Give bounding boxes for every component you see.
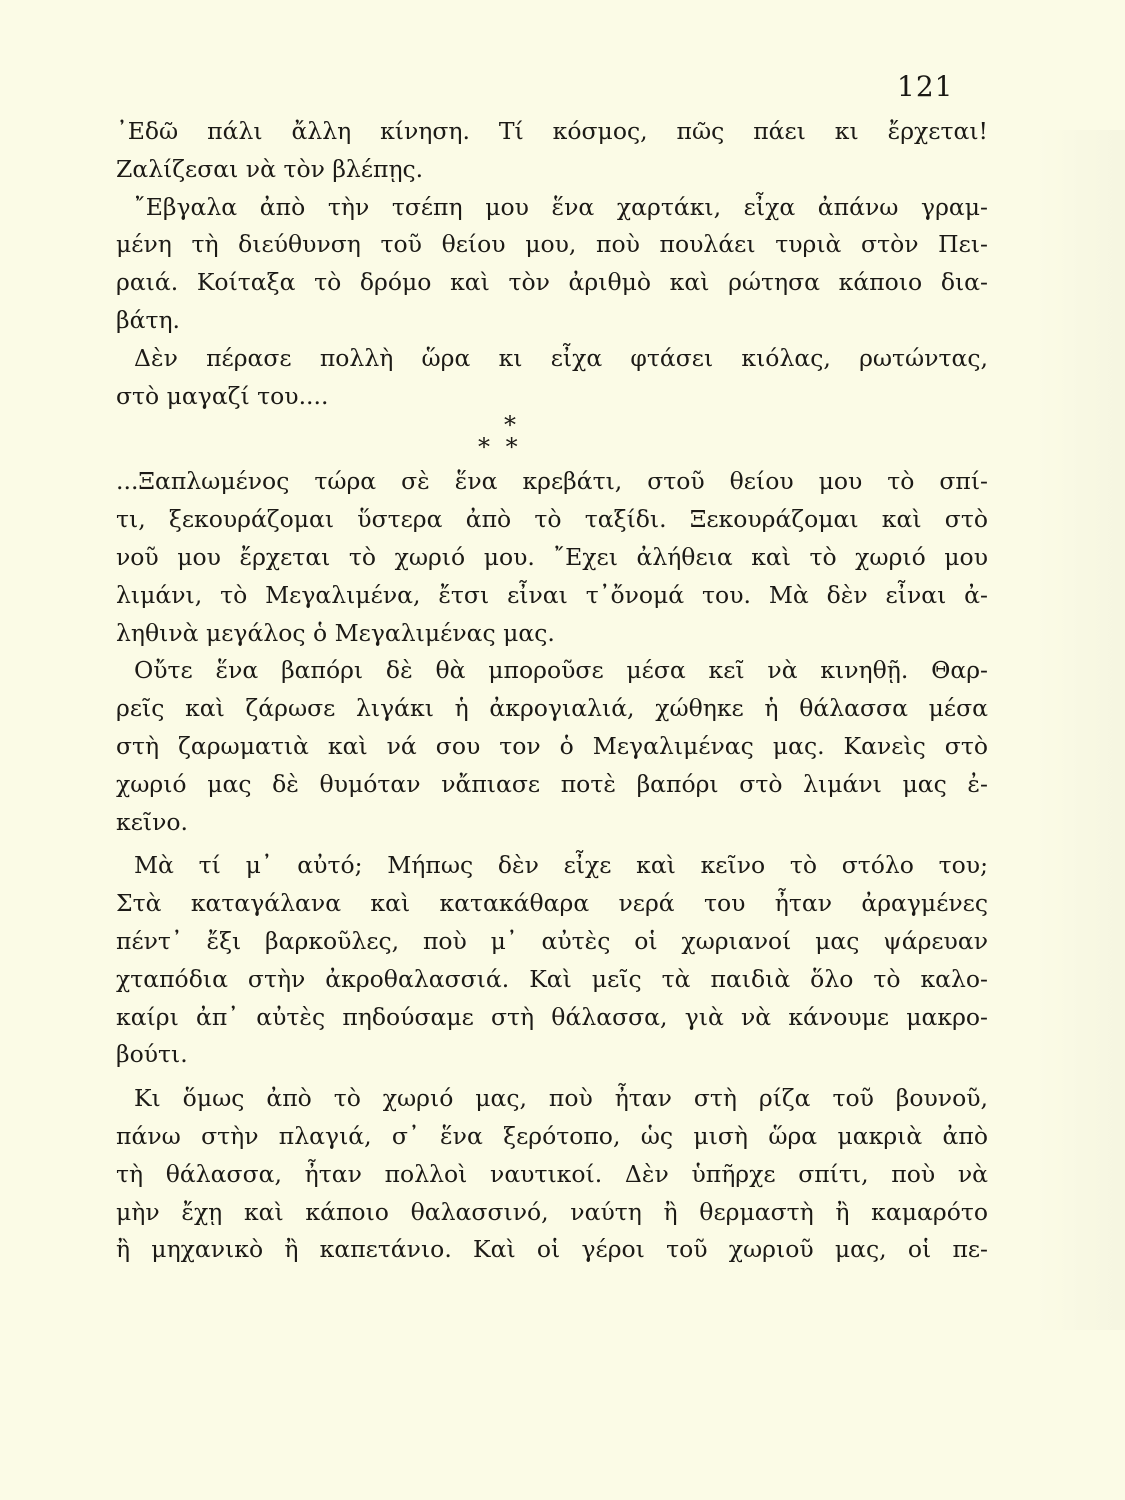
text-line: στὸ μαγαζί του.... [116,381,329,410]
text-line: ραιά. Κοίταξα τὸ δρόμο καὶ τὸν ἀριθμὸ καὶ ρώτησα κάποιο δια- [116,268,988,297]
asterism-bottom: * * [478,433,522,462]
asterism-top: * [504,411,516,440]
text-line: ...Ξαπλωμένος τώρα σὲ ἕνα κρεβάτι, στοῦ θείου μου τὸ σπί- [116,467,988,496]
text-line: κεῖνο. [116,807,188,836]
text-line: ᾿Εδῶ πάλι ἄλλη κίνηση. Τί κόσμος, πῶς πάει κι ἔρχεται! [116,117,988,145]
text-line: μένη τὴ διεύθυνση τοῦ θείου μου, ποὺ πουλάει τυριὰ στὸν Πει- [116,230,988,259]
text-line: Μὰ τί μ᾿ αὐτό; Μήπως δὲν εἶχε καὶ κεῖνο τὸ στόλο του; [134,851,988,880]
text-line: νοῦ μου ἔρχεται τὸ χωριό μου. ῎Εχει ἀλήθεια καὶ τὸ χωριό μου [116,542,988,571]
text-line: Δὲν πέρασε πολλὴ ὥρα κι εἶχα φτάσει κιόλας, ρωτώντας, [134,343,988,372]
text-line: στὴ ζαρωματιὰ καὶ νά σου τον ὁ Μεγαλιμένας μας. Κανεὶς στὸ [116,731,988,760]
text-line: Οὔτε ἕνα βαπόρι δὲ θὰ μποροῦσε μέσα κεῖ νὰ κινηθῇ. Θαρ- [134,656,988,685]
text-line: Κι ὅμως ἀπὸ τὸ χωριό μας, ποὺ ἦταν στὴ ρίζα τοῦ βουνοῦ, [134,1084,988,1113]
text-line: τι, ξεκουράζομαι ὕστερα ἀπὸ τὸ ταξίδι. Ξεκουράζομαι καὶ στὸ [116,505,988,534]
text-line: Ζαλίζεσαι νὰ τὸν βλέπῃς. [116,154,424,183]
text-line: ῎Εβγαλα ἀπὸ τὴν τσέπη μου ἕνα χαρτάκι, εἶχα ἀπάνω γραμ- [134,192,988,221]
text-line: πέντ᾿ ἔξι βαρκοῦλες, ποὺ μ᾿ αὐτὲς οἱ χωριανοί μας ψάρευαν [116,926,988,955]
text-line: πάνω στὴν πλαγιά, σ᾿ ἕνα ξερότοπο, ὡς μισὴ ὥρα μακριὰ ἀπὸ [116,1121,988,1150]
text-line: Στὰ καταγάλανα καὶ κατακάθαρα νερά του ἦταν ἀραγμένες [116,889,988,918]
text-line: λιμάνι, τὸ Μεγαλιμένα, ἔτσι εἶναι τ᾿ὄνομά του. Μὰ δὲν εἶναι ἀ- [116,580,988,609]
text-line: ρεῖς καὶ ζάρωσε λιγάκι ἡ ἀκρογιαλιά, χώθηκε ἡ θάλασσα μέσα [116,694,988,723]
text-line: βάτη. [116,305,181,334]
page-edge-shading [1035,130,1125,1330]
text-line: χταπόδια στὴν ἀκροθαλασσιά. Καὶ μεῖς τὰ παιδιὰ ὅλο τὸ καλο- [116,964,988,993]
page-number: 121 [897,70,954,103]
body-text [116,113,988,1269]
text-line: βούτι. [116,1040,188,1069]
text-line: ἢ μηχανικὸ ἢ καπετάνιο. Καὶ οἱ γέροι τοῦ χωριοῦ μας, οἱ πε- [116,1235,988,1264]
text-line: μὴν ἔχῃ καὶ κάποιο θαλασσινό, ναύτη ἢ θερμαστὴ ἢ καμαρότο [116,1197,988,1226]
text-line: χωριό μας δὲ θυμόταν νἄπιασε ποτὲ βαπόρι στὸ λιμάνι μας ἐ- [116,769,988,798]
section-break-asterism [116,411,988,463]
text-line: καίρι ἀπ᾿ αὐτὲς πηδούσαμε στὴ θάλασσα, γιὰ νὰ κάνουμε μακρο- [116,1002,988,1031]
text-line: ληθινὰ μεγάλος ὁ Μεγαλιμένας μας. [116,618,555,647]
text-line: τὴ θάλασσα, ἦταν πολλοὶ ναυτικοί. Δὲν ὑπῆρχε σπίτι, ποὺ νὰ [116,1159,988,1188]
